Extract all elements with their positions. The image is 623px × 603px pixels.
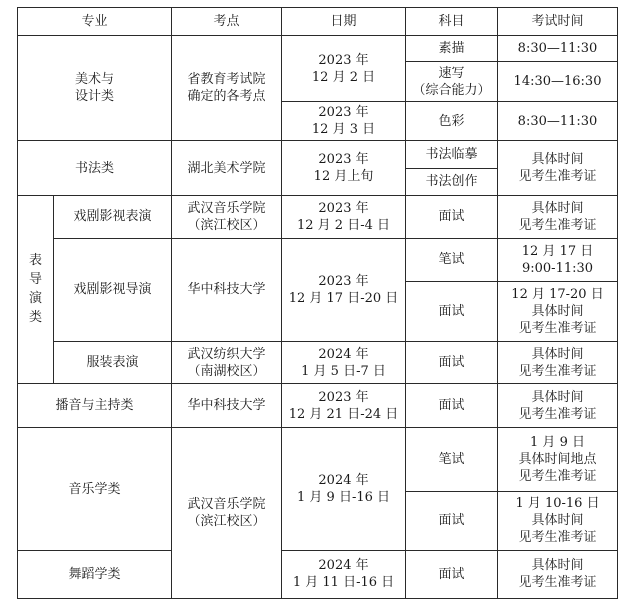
header-subject: 科目 [406,8,498,36]
subject-cell: 书法临摹 [406,141,498,168]
table-row [18,342,618,384]
time-cell: 1 月 10-16 日 具体时间 见考生准考证 [498,491,618,550]
subject-cell: 面试 [406,384,498,428]
time-cell: 8:30—11:30 [498,102,618,141]
major-cell: 书法类 [18,141,172,195]
date-cell: 2023 年 12 月 21 日-24 日 [282,384,406,428]
subject-cell: 面试 [406,281,498,341]
site-cell: 省教育考试院 确定的各考点 [172,36,282,141]
subject-cell: 笔试 [406,428,498,491]
major-cell: 戏剧影视导演 [54,238,172,341]
header-date: 日期 [282,8,406,36]
site-cell: 华中科技大学 [172,238,282,341]
date-cell: 2023 年 12 月 17 日-20 日 [282,238,406,341]
date-cell: 2023 年 12 月 2 日 [282,36,406,102]
table-row [18,384,618,428]
time-cell: 14:30—16:30 [498,62,618,102]
site-cell: 湖北美术学院 [172,141,282,195]
major-cell: 播音与主持类 [18,384,172,428]
time-cell: 12 月 17 日 9:00-11:30 [498,238,618,281]
major-cell: 音乐学类 [18,428,172,550]
table-row [18,238,618,281]
subject-cell: 面试 [406,491,498,550]
subject-cell: 面试 [406,195,498,238]
header-site: 考点 [172,8,282,36]
subject-cell: 色彩 [406,102,498,141]
date-cell: 2024 年 1 月 11 日-16 日 [282,550,406,598]
time-cell: 具体时间 见考生准考证 [498,342,618,384]
header-exam-time: 考试时间 [498,8,618,36]
exam-schedule-table [17,7,618,599]
table-row [18,36,618,62]
table-row [18,141,618,168]
time-cell: 具体时间 见考生准考证 [498,550,618,598]
major-cell: 服装表演 [54,342,172,384]
date-cell: 2024 年 1 月 9 日-16 日 [282,428,406,550]
major-cell: 美术与 设计类 [18,36,172,141]
subject-cell: 速写 （综合能力） [406,62,498,102]
group-cell-performance: 表 导 演 类 [18,195,54,384]
table-row [18,550,618,598]
subject-cell: 面试 [406,342,498,384]
time-cell: 1 月 9 日 具体时间地点 见考生准考证 [498,428,618,491]
time-cell: 具体时间 见考生准考证 [498,141,618,195]
site-cell: 武汉音乐学院 （滨江校区） [172,195,282,238]
table-row [18,195,618,238]
header-major: 专业 [18,8,172,36]
date-cell: 2023 年 12 月上旬 [282,141,406,195]
table-row [18,428,618,491]
site-cell: 华中科技大学 [172,384,282,428]
subject-cell: 书法创作 [406,168,498,195]
subject-cell: 面试 [406,550,498,598]
site-cell: 武汉纺织大学 （南湖校区） [172,342,282,384]
major-cell: 舞蹈学类 [18,550,172,598]
date-cell: 2024 年 1 月 5 日-7 日 [282,342,406,384]
time-cell: 8:30—11:30 [498,36,618,62]
site-cell: 武汉音乐学院 （滨江校区） [172,428,282,599]
date-cell: 2023 年 12 月 2 日-4 日 [282,195,406,238]
subject-cell: 笔试 [406,238,498,281]
time-cell: 具体时间 见考生准考证 [498,195,618,238]
major-cell: 戏剧影视表演 [54,195,172,238]
header-row [18,8,618,36]
date-cell: 2023 年 12 月 3 日 [282,102,406,141]
time-cell: 12 月 17-20 日 具体时间 见考生准考证 [498,281,618,341]
subject-cell: 素描 [406,36,498,62]
time-cell: 具体时间 见考生准考证 [498,384,618,428]
